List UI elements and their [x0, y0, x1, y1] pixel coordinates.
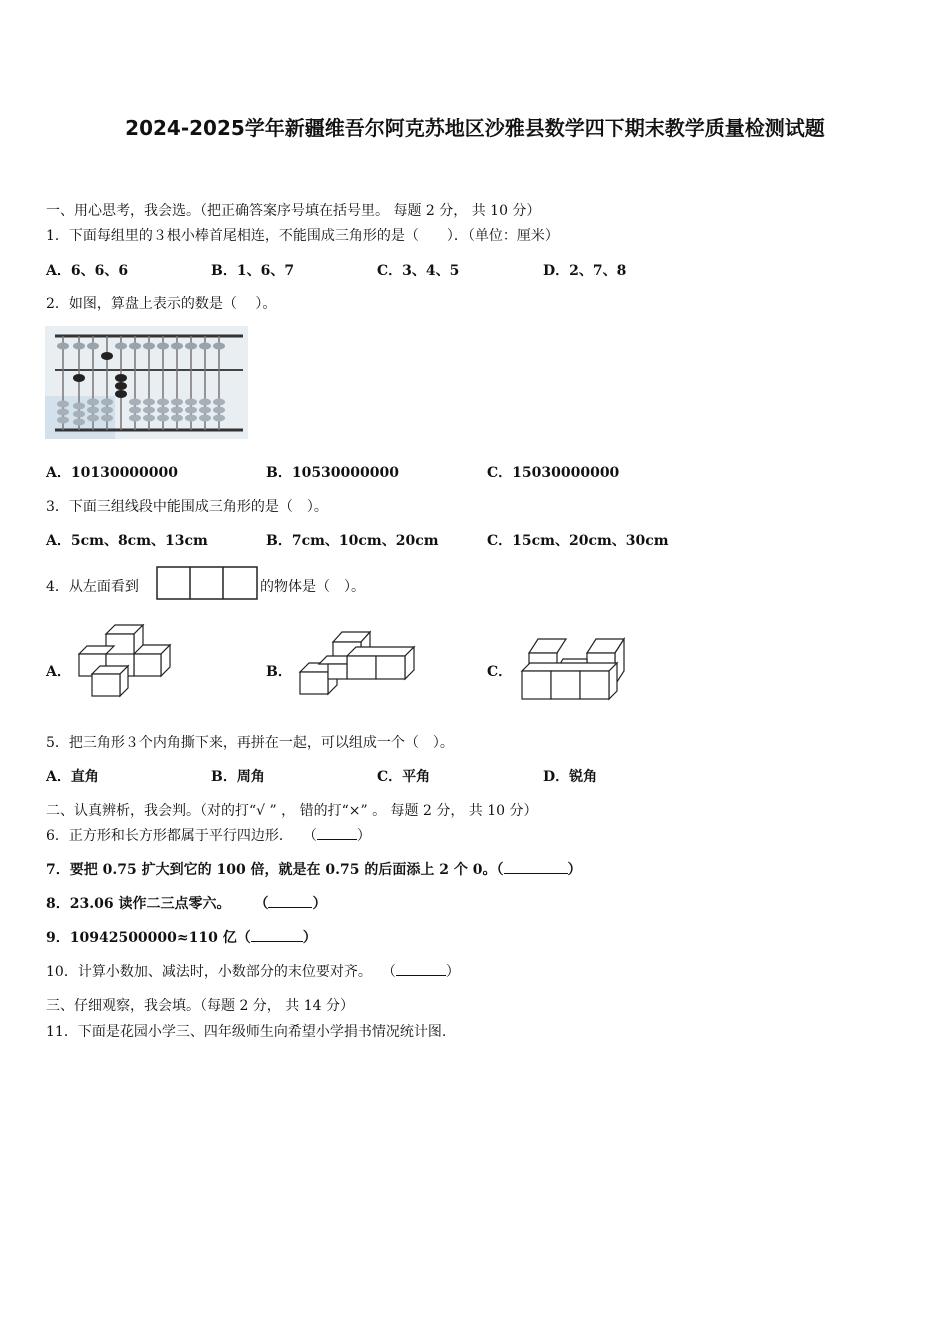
q7-close-paren: ） [567, 862, 582, 878]
q3-stem: 3．下面三组线段中能围成三角形的是（ ）。 [46, 499, 328, 515]
q1-option-c[interactable]: C．3、4、5 [377, 263, 460, 279]
q10-item [46, 962, 460, 982]
q6-close-paren: ） [356, 828, 371, 844]
q9-answer-blank[interactable] [251, 928, 303, 942]
q5-option-a[interactable]: A．直角 [46, 769, 99, 785]
section-1-heading: 一、用心思考，我会选。（把正确答案序号填在括号里。 每题 2 分， 共 10 分） [46, 203, 541, 219]
q5-stem: 5．把三角形３个内角撕下来，再拼在一起，可以组成一个（ ）。 [46, 735, 454, 751]
q2-option-c[interactable]: C．15030000000 [487, 465, 620, 481]
q1-stem: 1．下面每组里的３根小棒首尾相连，不能围成三角形的是（ ）．（单位：厘米） [46, 228, 559, 244]
q9-text: 9．10942500000≈110 亿 [46, 930, 237, 946]
q4-stem-before: 4．从左面看到 [46, 579, 139, 595]
q3-option-b[interactable]: B．7cm、10cm、20cm [266, 533, 439, 549]
abacus-figure [45, 326, 248, 439]
cube-figure-b [297, 630, 417, 696]
q7-text: 7．要把 0.75 扩大到它的 100 倍，就是在 0.75 的后面添上 2 个 0。 [46, 862, 497, 878]
q1-option-a[interactable]: A．6、6、6 [46, 263, 129, 279]
q8-close-paren: ） [312, 896, 327, 912]
page-title: 2024-2025学年新疆维吾尔阿克苏地区沙雅县数学四下期末教学质量检测试题 [125, 116, 825, 140]
q10-answer-blank[interactable] [396, 962, 446, 976]
q9-close-paren: ） [302, 930, 317, 946]
section-3-heading: 三、仔细观察，我会填。（每题 2 分， 共 14 分） [46, 998, 354, 1014]
q3-option-a[interactable]: A．5cm、8cm、13cm [46, 533, 208, 549]
q5-option-b[interactable]: B．周角 [211, 769, 265, 785]
q1-option-d[interactable]: D．2、7、8 [543, 263, 627, 279]
q8-item [46, 894, 326, 914]
q8-open-paren: （ [254, 896, 269, 912]
q2-option-a[interactable]: A．10130000000 [46, 465, 179, 481]
q11-text: 11．下面是花园小学三、四年级师生向希望小学捐书情况统计图. [46, 1024, 447, 1040]
q2-stem: 2．如图，算盘上表示的数是（ ）。 [46, 296, 277, 312]
section-2-heading: 二、认真辨析，我会判。（对的打“√ ” ， 错的打“×” 。 每题 2 分， 共 10 分） [46, 803, 538, 819]
q8-text: 8．23.06 读作二三点零六。 [46, 896, 231, 912]
q6-open-paren: （ [302, 828, 317, 844]
q7-item [46, 860, 582, 880]
q7-open-paren: （ [496, 862, 504, 878]
cube-figure-c [519, 633, 631, 701]
left-view-figure [156, 566, 258, 600]
q4-option-b[interactable]: B． [266, 664, 292, 680]
q6-answer-blank[interactable] [317, 826, 357, 840]
q2-option-b[interactable]: B．10530000000 [266, 465, 399, 481]
q5-option-d[interactable]: D．锐角 [543, 769, 598, 785]
q4-stem-after: 的物体是（ ）。 [260, 579, 365, 595]
q10-open-paren: （ [381, 964, 396, 980]
q10-text: 10．计算小数加、减法时，小数部分的末位要对齐。 [46, 964, 372, 980]
q7-answer-blank[interactable] [504, 860, 568, 874]
q8-answer-blank[interactable] [268, 894, 312, 908]
q3-option-c[interactable]: C．15cm、20cm、30cm [487, 533, 669, 549]
cube-figure-a [76, 624, 176, 698]
q1-option-b[interactable]: B．1、6、7 [211, 263, 295, 279]
q5-option-c[interactable]: C．平角 [377, 769, 431, 785]
q9-item [46, 928, 317, 948]
q6-item [46, 826, 371, 846]
q10-close-paren: ） [445, 964, 460, 980]
q6-text: 6．正方形和长方形都属于平行四边形． [46, 828, 293, 844]
q9-open-paren: （ [236, 930, 251, 946]
q4-option-c[interactable]: C． [487, 664, 513, 680]
q4-option-a[interactable]: A． [46, 664, 71, 680]
